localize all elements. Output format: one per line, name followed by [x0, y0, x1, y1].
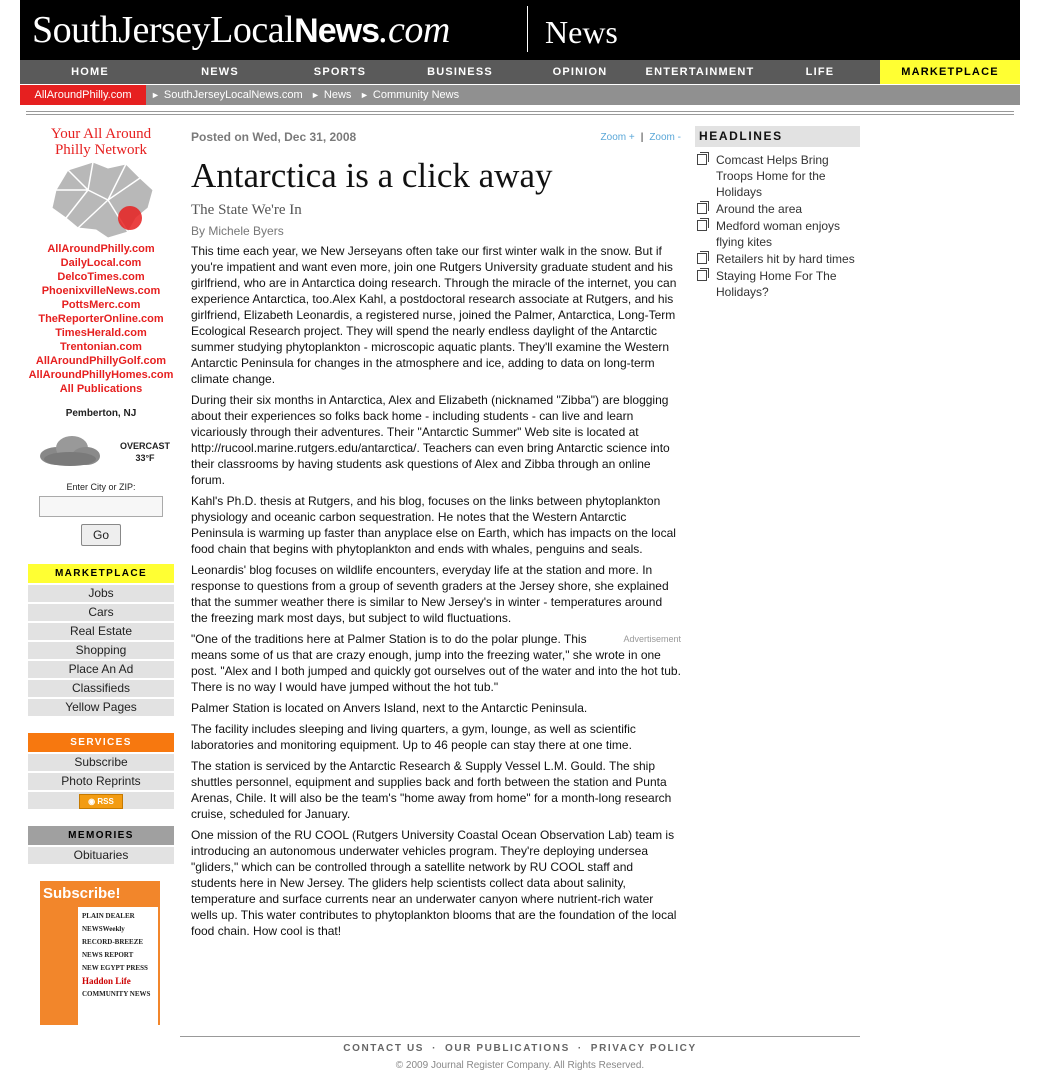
zip-input[interactable]	[39, 496, 163, 517]
network-links	[26, 242, 176, 396]
article-paragraph: Kahl's Ph.D. thesis at Rutgers, and his blog, focuses on the links between phytoplankton physiology and oceanic carbon sequestration. He notes that the Western Antarctic Peninsula is warming up faster than anyplace else on Earth, which has impacts on the local food chain that begins with phytoplankton and ends with whales, penguins and seals.	[191, 494, 676, 556]
network-link[interactable]: AllAroundPhillyGolf.com	[35, 355, 167, 367]
headline-link[interactable]: Medford woman enjoys flying kites	[716, 219, 841, 249]
article-paragraph: The station is serviced by the Antarctic Research & Supply Vessel L.M. Gould. The ship shuttles personnel, equipment and supplies back and forth between the station and Punta Arenas, Chile. It will also be the team's "home away from home" for a month-long research cruise, scheduled for January.	[191, 759, 672, 821]
marketplace-item-real-estate[interactable]: Real Estate	[28, 623, 174, 640]
article-byline: By Michele Byers	[191, 224, 284, 238]
paper-title: PLAIN DEALER	[82, 912, 135, 920]
marketplace-item-jobs[interactable]: Jobs	[28, 585, 174, 602]
paper-title: RECORD-BREEZE	[82, 938, 144, 946]
paper-title: NEWSWeekly	[82, 925, 125, 933]
marketplace-box	[28, 564, 174, 716]
weather-location: Pemberton, NJ	[65, 408, 137, 419]
marketplace-item-cars[interactable]: Cars	[28, 604, 174, 621]
logo-text-part3: .com	[378, 9, 450, 51]
paper-title: COMMUNITY NEWS	[82, 990, 151, 998]
rss-button[interactable]	[79, 794, 123, 809]
copyright: © 2009 Journal Register Company. All Rights Reserved.	[395, 1060, 645, 1071]
masthead-section-title: News	[545, 14, 618, 50]
headline-link[interactable]: Around the area	[716, 202, 803, 216]
nav-news[interactable]: NEWS	[201, 66, 239, 78]
footer-publications-link[interactable]: OUR PUBLICATIONS	[445, 1043, 570, 1054]
article-paragraph: "One of the traditions here at Palmer Station is to do the polar plunge. This means some of us that are crazy enough, jump into the freezing water," she wrote in one post. "Alex and I both jumped and quickly got ourselves out of the water and into the hot tub. There is no way I would have jumped without the hot tub."	[191, 632, 681, 694]
divider	[26, 114, 1014, 115]
breadcrumb-link-news[interactable]: News	[323, 89, 352, 101]
rss-row	[28, 792, 174, 809]
network-link[interactable]: AllAroundPhilly.com	[47, 243, 155, 255]
nav-life[interactable]: LIFE	[805, 66, 835, 78]
network-link[interactable]: AllAroundPhillyHomes.com	[28, 369, 174, 381]
article-paragraph: The facility includes sleeping and living quarters, a gym, lounge, as well as scientific laboratories and monitoring equipment. Up to 46 people can stay there at one time.	[191, 722, 636, 752]
paper-title: Haddon Life	[82, 976, 131, 986]
paper-title: NEWS REPORT	[82, 951, 134, 959]
network-link[interactable]: Trentonian.com	[60, 341, 142, 353]
headline-link[interactable]: Retailers hit by hard times	[716, 252, 855, 266]
overcast-cloud-icon	[38, 432, 102, 468]
article-paragraph: Palmer Station is located on Anvers Island, next to the Antarctic Peninsula.	[191, 701, 588, 715]
masthead	[20, 0, 1020, 60]
nav-sports[interactable]: SPORTS	[313, 66, 367, 78]
zip-label: Enter City or ZIP:	[66, 482, 136, 492]
network-title-line1: Your All Around	[50, 126, 152, 142]
footer-separator: ·	[432, 1043, 437, 1054]
nav-marketplace[interactable]: MARKETPLACE	[880, 60, 1020, 84]
services-title: SERVICES	[28, 733, 174, 752]
headline-item[interactable]	[695, 218, 860, 250]
weather-temperature: 33°F	[135, 453, 155, 463]
article-headline: Antarctica is a click away	[191, 156, 553, 195]
headline-item[interactable]	[695, 268, 860, 300]
network-map-icon[interactable]	[48, 160, 158, 240]
document-icon	[697, 203, 707, 214]
breadcrumb-home-link[interactable]: AllAroundPhilly.com	[20, 85, 146, 105]
network-link[interactable]: DailyLocal.com	[60, 257, 142, 269]
logo-text-part1: SouthJerseyLocal	[32, 9, 295, 51]
marketplace-item-classifieds[interactable]: Classifieds	[28, 680, 174, 697]
network-title-line2: Philly Network	[54, 142, 148, 158]
network-link[interactable]: All Publications	[59, 383, 143, 395]
newspaper-stack-image	[78, 907, 158, 1025]
nav-business[interactable]: BUSINESS	[427, 66, 493, 78]
weather-condition-text: OVERCAST	[119, 441, 170, 451]
arrow-right-icon: ►	[360, 90, 369, 100]
nav-opinion[interactable]: OPINION	[552, 66, 608, 78]
rss-icon: ◉	[88, 797, 98, 806]
left-sidebar	[26, 126, 176, 998]
services-item-photo-reprints[interactable]: Photo Reprints	[28, 773, 174, 790]
zoom-in-link[interactable]: Zoom +	[600, 132, 635, 143]
document-icon	[697, 154, 707, 165]
breadcrumb	[20, 85, 1020, 105]
memories-item-obituaries[interactable]: Obituaries	[28, 847, 174, 864]
headline-link[interactable]: Staying Home For The Holidays?	[716, 269, 837, 299]
headline-item[interactable]	[695, 152, 860, 200]
subscribe-ad-title: Subscribe!	[43, 885, 121, 902]
zoom-controls	[601, 132, 681, 143]
breadcrumb-link-site[interactable]: SouthJerseyLocalNews.com	[163, 89, 303, 101]
marketplace-item-place-ad[interactable]: Place An Ad	[28, 661, 174, 678]
headline-item[interactable]	[695, 201, 860, 217]
headlines-sidebar	[695, 126, 860, 301]
breadcrumb-item	[311, 85, 351, 105]
zoom-out-link[interactable]: Zoom -	[649, 132, 681, 143]
marketplace-title: MARKETPLACE	[28, 564, 174, 583]
article-paragraph: One mission of the RU COOL (Rutgers University Coastal Ocean Observation Lab) team is introducing an autonomous underwater vehicles program. They're deploying undersea "gliders," which can be controlled through a satellite network by RU COOL staff and students here in New Jersey. The gliders help scientists collect data about salinity, temperature and surface currents near an underwater canyon where nutrient-rich water wells up. This water contributes to phytoplankton blooms that are the foundation of the local food chain. How cool is that!	[191, 828, 677, 938]
weather-condition	[110, 440, 180, 464]
breadcrumb-link-community[interactable]: Community News	[372, 89, 460, 101]
article-paragraph: Leonardis' blog focuses on wildlife encounters, everyday life at the station and more. In response to questions from a group of seventh graders at the Jersey shore, she explained that the summer weather there is similar to New Jersey's in winter - temperatures around the freezing mark most days, but subject to wild fluctuations.	[191, 563, 669, 625]
network-link[interactable]: PhoenixvilleNews.com	[41, 285, 161, 297]
rss-label: RSS	[97, 797, 114, 806]
headlines-list	[695, 152, 860, 300]
article-kicker: The State We're In	[191, 202, 302, 218]
advertisement-label: Advertisement	[623, 634, 681, 644]
article-posted-date: Posted on Wed, Dec 31, 2008	[191, 130, 357, 144]
masthead-divider	[527, 6, 528, 52]
memories-box	[28, 826, 174, 864]
go-button[interactable]: Go	[81, 524, 121, 546]
headline-item[interactable]	[695, 251, 860, 267]
footer-contact-link[interactable]: CONTACT US	[343, 1043, 425, 1054]
site-logo[interactable]	[32, 8, 450, 52]
headline-link[interactable]: Comcast Helps Bring Troops Home for the Holidays	[716, 153, 829, 199]
zoom-separator: |	[640, 132, 644, 143]
footer-privacy-link[interactable]: PRIVACY POLICY	[590, 1043, 697, 1054]
article-paragraph: During their six months in Antarctica, Alex and Elizabeth (nicknamed "Zibba") are blogging about their experiences so folks back home - including students - can live and learn vicariously through their adventures. Their "Antarctic Summer" Web site is located at http://rucool.marine.rutgers.edu/antarctica/. Teachers can even bring Antarctic science into their classrooms by having students ask questions of Alex and Zibba through an online forum.	[191, 393, 670, 487]
headlines-title: HEADLINES	[695, 126, 860, 147]
breadcrumb-item	[151, 85, 303, 105]
divider	[26, 111, 1014, 112]
breadcrumb-item	[360, 85, 459, 105]
memories-title: MEMORIES	[28, 826, 174, 845]
document-icon	[697, 220, 707, 231]
nav-entertainment[interactable]: ENTERTAINMENT	[645, 66, 755, 78]
paper-title: NEW EGYPT PRESS	[82, 964, 148, 972]
network-link[interactable]: PottsMerc.com	[61, 299, 141, 311]
marketplace-item-yellow-pages[interactable]: Yellow Pages	[28, 699, 174, 716]
network-link[interactable]: TheReporterOnline.com	[38, 313, 164, 325]
footer-links	[180, 1043, 860, 1054]
network-title	[26, 126, 176, 158]
article-paragraph: This time each year, we New Jerseyans often take our first winter walk in the snow. But if you're impatient and want even more, join one Rutgers University graduate student and his girlfriend, who are in Antarctica doing research. Through the miracle of the internet, you can experience Antarctica, too.Alex Kahl, a postdoctoral research associate at Rutgers, and his girlfriend, Elizabeth Leonardis, a registered nurse, joined the Palmer, Antarctica, Long-Term Ecological Research project. They will spend the nearly endless daylight of the Antarctic summer studying phytoplankton - microscopic aquatic plants. They'll examine the Western Antarctic Peninsula for changes in the atmosphere and ice, adding to data on long-term climate change.	[191, 244, 677, 386]
footer-divider	[180, 1036, 860, 1037]
marketplace-item-shopping[interactable]: Shopping	[28, 642, 174, 659]
services-box	[28, 733, 174, 809]
article-body	[191, 243, 681, 944]
arrow-right-icon: ►	[311, 90, 320, 100]
document-icon	[697, 270, 707, 281]
network-link[interactable]: DelcoTimes.com	[57, 271, 145, 283]
nav-home[interactable]: HOME	[71, 66, 109, 78]
services-item-subscribe[interactable]: Subscribe	[28, 754, 174, 771]
arrow-right-icon: ►	[151, 90, 160, 100]
logo-text-part2: News	[294, 12, 379, 50]
main-nav	[20, 60, 1020, 84]
footer-separator: ·	[577, 1043, 583, 1054]
network-link[interactable]: TimesHerald.com	[55, 327, 147, 339]
subscribe-ad[interactable]	[40, 881, 160, 1025]
document-icon	[697, 253, 707, 264]
